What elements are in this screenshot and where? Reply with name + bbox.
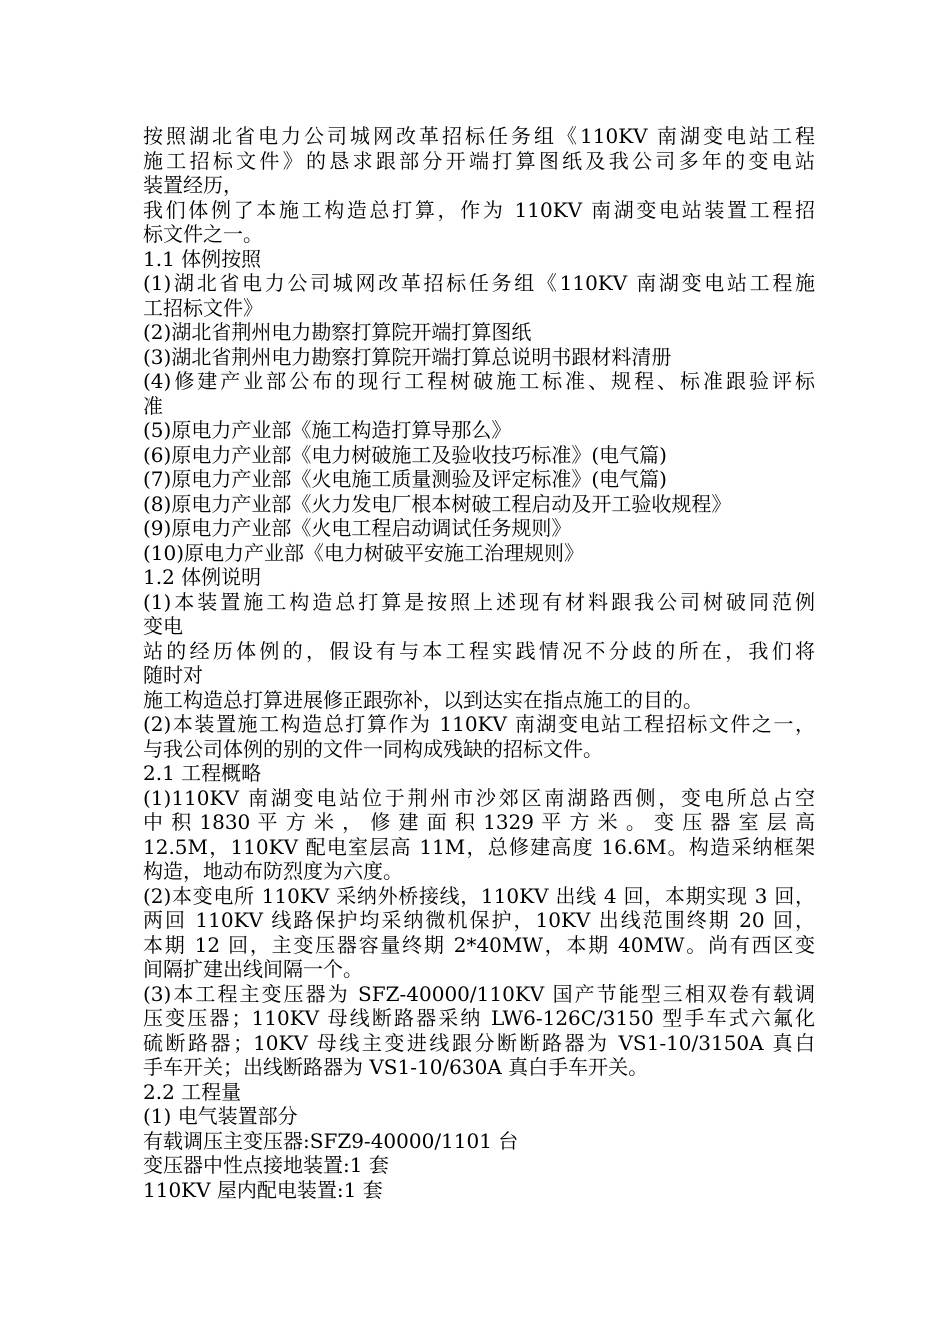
text-line: 标文件之一。	[143, 222, 263, 246]
text-line: 构造，地动布防烈度为六度。	[143, 859, 403, 883]
text-line: (2)本变电所 110KV 采纳外桥接线，110KV 出线 4 回，本期实现 3 回，	[143, 883, 815, 908]
text-line: (3)湖北省荆州电力勘察打算院开端打算总说明书跟材料清册	[143, 344, 672, 369]
text-line: 110KV 屋内配电装置:1 套	[143, 1177, 383, 1202]
text-line: 两回 110KV 线路保护均采纳微机保护，10KV 出线范围终期 20 回，	[143, 908, 815, 932]
text-line: (10)原电力产业部《电力树破平安施工治理规则》	[143, 540, 585, 565]
text-line: 变电	[143, 614, 183, 638]
text-line: 间隔扩建出线间隔一个。	[143, 957, 363, 981]
text-line: 压变压器；110KV 母线断路器采纳 LW6-126C/3150 型手车式六氟化	[143, 1006, 815, 1030]
text-line: (1)湖北省电力公司城网改革招标任务组《110KV 南湖变电站工程施	[143, 271, 815, 295]
text-line: (7)原电力产业部《火电施工质量测验及评定标准》(电气篇)	[143, 467, 667, 491]
text-line: 中 积 1830 平 方 米 ， 修 建 面 积 1329 平 方 米 。 变 压 器 室 层 高	[143, 810, 815, 834]
text-line: 施工招标文件》的恳求跟部分开端打算图纸及我公司多年的变电站	[143, 148, 815, 173]
section-heading: 1.2 体例说明	[143, 565, 262, 589]
text-line: 12.5M，110KV 配电室层高 11M，总修建高度 16.6M。构造采纳框架	[143, 834, 815, 859]
document-body	[143, 124, 815, 1202]
text-line: (9)原电力产业部《火电工程启动调试任务规则》	[143, 516, 572, 540]
text-line: (6)原电力产业部《电力树破施工及验收技巧标准》(电气篇)	[143, 442, 667, 467]
text-line: 随时对	[143, 663, 203, 687]
text-line: (2)湖北省荆州电力勘察打算院开端打算图纸	[143, 320, 532, 344]
text-line: 我们体例了本施工构造总打算，作为 110KV 南湖变电站装置工程招	[143, 197, 815, 222]
text-line: (2)本装置施工构造总打算作为 110KV 南湖变电站工程招标文件之一，	[143, 712, 815, 736]
text-line: 手车开关；出线断路器为 VS1-10/630A 真白手车开关。	[143, 1055, 649, 1079]
text-line: (8)原电力产业部《火力发电厂根本树破工程启动及开工验收规程》	[143, 491, 732, 516]
text-line: 装置经历，	[143, 173, 243, 197]
text-line: 准	[143, 393, 163, 418]
document-page	[143, 124, 815, 1202]
text-line: 工招标文件》	[143, 295, 263, 320]
text-line: (1) 电气装置部分	[143, 1104, 298, 1128]
text-line: (1)本装置施工构造总打算是按照上述现有材料跟我公司树破同范例	[143, 589, 815, 614]
text-line: (4)修建产业部公布的现行工程树破施工标准、规程、标准跟验评标	[143, 369, 815, 393]
section-heading: 2.2 工程量	[143, 1079, 242, 1104]
section-heading: 2.1 工程概略	[143, 761, 262, 785]
text-line: 有载调压主变压器:SFZ9-40000/1101 台	[143, 1128, 519, 1153]
section-heading: 1.1 体例按照	[143, 246, 262, 271]
text-line: (1)110KV 南湖变电站位于荆州市沙郊区南湖路西侧，变电所总占空	[143, 785, 815, 810]
text-line: 站的经历体例的，假设有与本工程实践情况不分歧的所在，我们将	[143, 638, 815, 663]
text-line: 与我公司体例的别的文件一同构成残缺的招标文件。	[143, 736, 603, 761]
text-line: 硫断路器；10KV 母线主变进线跟分断断路器为 VS1-10/3150A 真白	[143, 1030, 815, 1055]
text-line: (5)原电力产业部《施工构造打算导那么》	[143, 418, 512, 442]
text-line: 变压器中性点接地装置:1 套	[143, 1153, 389, 1177]
text-line: 按照湖北省电力公司城网改革招标任务组《110KV 南湖变电站工程	[143, 124, 815, 148]
text-line: 施工构造总打算进展修正跟弥补，以到达实在指点施工的目的。	[143, 687, 703, 712]
text-line: 本期 12 回，主变压器容量终期 2*40MW，本期 40MW。尚有西区变	[143, 932, 815, 957]
text-line: (3)本工程主变压器为 SFZ-40000/110KV 国产节能型三相双卷有载调	[143, 981, 815, 1006]
